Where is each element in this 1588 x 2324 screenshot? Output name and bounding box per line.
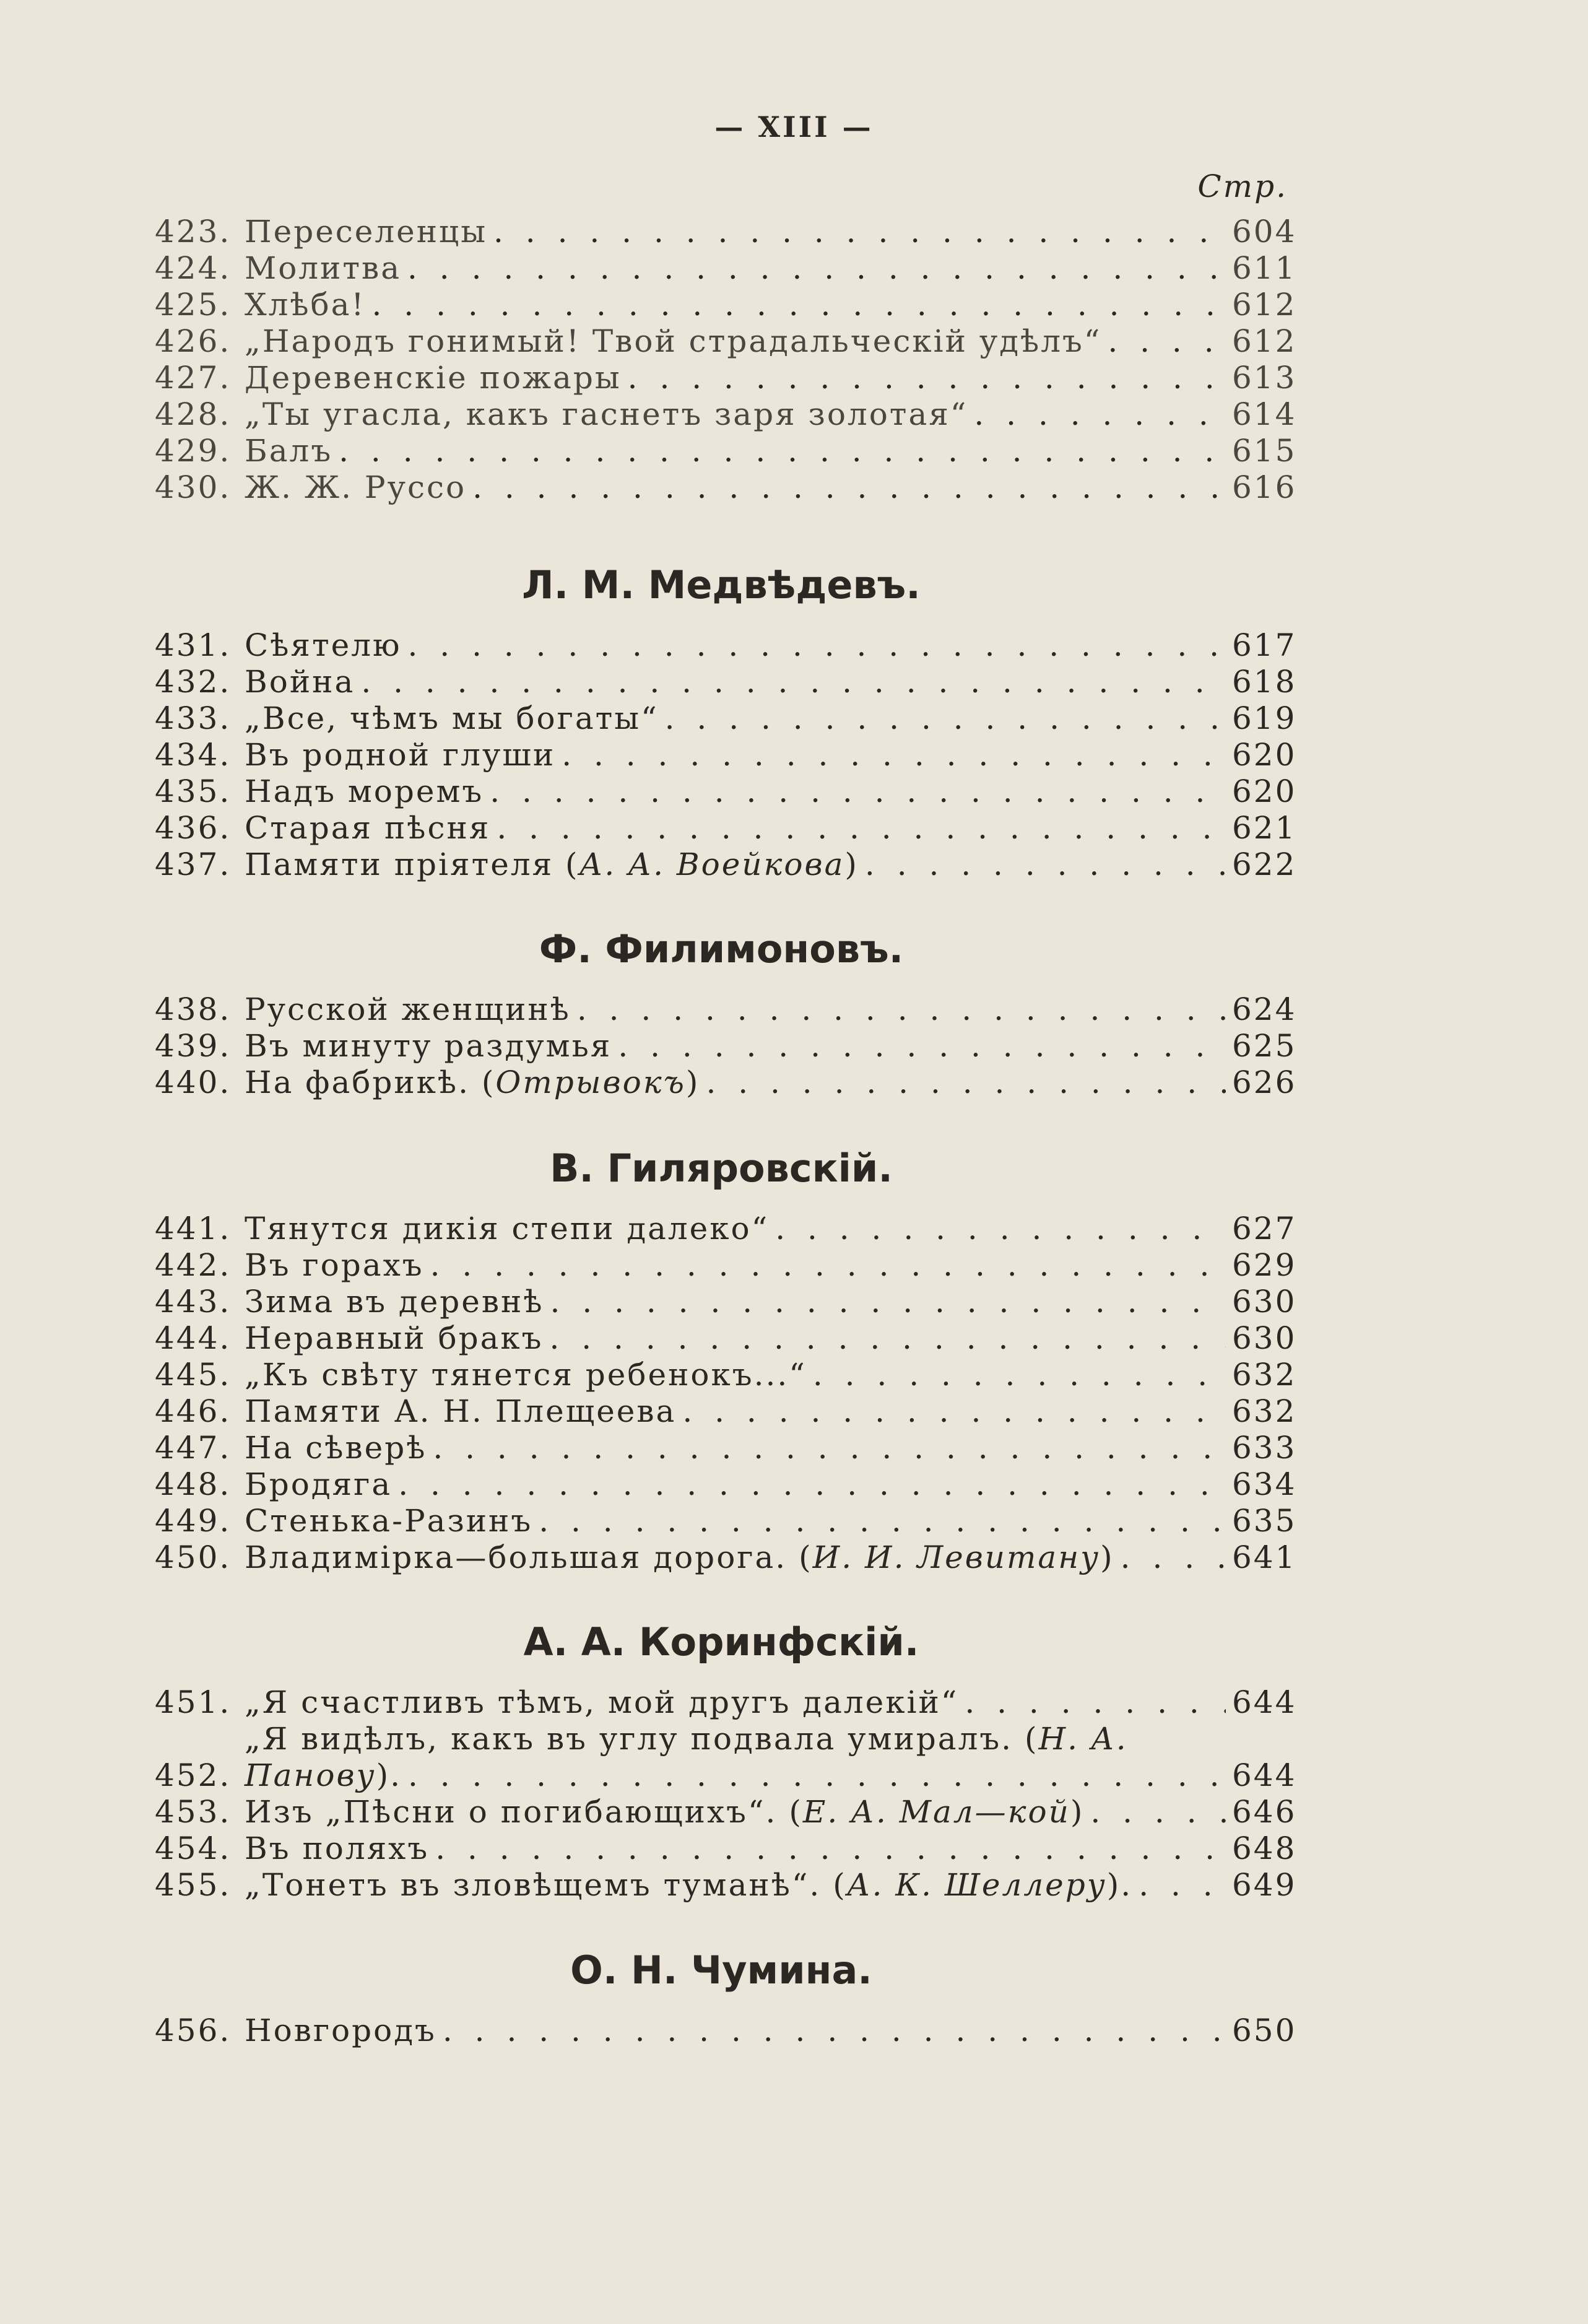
entry-title [245,773,484,810]
entry-title-text: „Тонетъ въ зловѣщемъ туманѣ“. ( [245,1867,847,1903]
entry-title [245,1867,1132,1904]
entry-page-number: 650 [1232,2013,1297,2048]
dot-leader [965,1684,1226,1721]
toc-entry [155,1211,1297,1247]
entry-title [245,1284,544,1320]
entry-title [245,396,968,433]
entry-title [245,1357,807,1393]
author-heading: В. Гиляровскій. [550,1146,893,1191]
entry-page-number: 620 [1232,773,1297,809]
entry-title [245,664,355,700]
entry-title [245,360,622,396]
toc-entry [155,810,1297,846]
toc-entry [155,1247,1297,1284]
author-heading: А. А. Коринфскій. [523,1619,919,1665]
entry-page-number: 617 [1232,627,1297,663]
entry-title [245,433,332,469]
entry-title [245,810,490,846]
author-heading: Ф. Филимоновъ. [539,926,904,972]
entry-number: 436. [155,810,232,846]
entry-title-italic: И. И. Левитану [812,1539,1101,1575]
toc-section-filimonov [155,918,1297,1101]
toc-entry [155,287,1297,323]
entry-page-number: 629 [1232,1247,1297,1283]
dot-leader [562,737,1226,773]
dot-leader [408,627,1226,664]
entry-number: 451. [155,1684,232,1720]
entry-title-text: Зима въ деревнѣ [245,1284,544,1320]
dot-leader [361,664,1226,700]
entry-page-number: 612 [1232,287,1297,323]
toc-entry [155,1830,1297,1867]
dot-leader [497,810,1226,846]
entry-title [245,1794,1084,1830]
entry-title [245,1064,700,1101]
toc-entry [155,469,1297,506]
entry-page-number: 648 [1232,1830,1297,1866]
entry-title [245,1757,402,1794]
entry-number: 431. [155,627,232,663]
toc-entry [155,737,1297,773]
entry-title-text: Надъ моремъ [245,773,484,809]
entry-number: 430. [155,469,232,505]
entry-title-after: ) [1070,1794,1085,1830]
dot-leader [550,1284,1226,1320]
entry-title [245,1211,769,1247]
entry-title-text: Тянутся дикія степи далеко“ [245,1211,770,1247]
page-number-header: — XIII — [714,110,874,144]
dot-leader [577,991,1226,1028]
dot-leader [549,1320,1226,1357]
dot-leader [628,360,1226,396]
entry-title-italic: Панову [245,1757,376,1793]
page-column-label: Стр. [1197,168,1288,204]
entry-title-text: Переселенцы [245,214,488,250]
entry-number: 434. [155,737,232,773]
author-heading: Л. М. Медвѣдевъ. [522,562,921,607]
dot-leader [493,214,1226,250]
entry-title [245,250,401,287]
entry-title-after: ). [376,1757,402,1793]
entry-page-number: 616 [1232,469,1297,505]
toc-entry [155,360,1297,396]
entry-page-number: 612 [1232,323,1297,359]
entry-number: 456. [155,2013,232,2048]
dot-leader [813,1357,1226,1393]
entry-title [245,1503,532,1539]
entry-title [245,323,1101,360]
entry-title-text: Въ родной глуши [245,737,556,773]
dot-leader [1139,1867,1226,1904]
entry-page-number: 614 [1232,396,1297,432]
entry-number: 428. [155,396,232,432]
entry-title-text: Памяти пріятеля ( [245,846,579,882]
entry-number: 447. [155,1430,232,1466]
entry-page-number: 604 [1232,214,1297,250]
entry-number: 452. [155,1757,232,1793]
entry-number: 444. [155,1320,232,1356]
toc-entry [155,1503,1297,1539]
toc-entry [155,1393,1297,1430]
entry-number: 455. [155,1867,232,1903]
dot-leader [408,1757,1226,1794]
toc-entry [155,323,1297,360]
entry-title-text: Изъ „Пѣсни о погибающихъ“. ( [245,1794,803,1830]
entry-page-number: 627 [1232,1211,1297,1247]
entry-page-number: 620 [1232,737,1297,773]
entry-number: 426. [155,323,232,359]
entry-title-text: Русской женщинѣ [245,991,571,1027]
entry-page-number: 633 [1232,1430,1297,1466]
toc-entry [155,1757,1297,1794]
entry-page-number: 632 [1232,1393,1297,1429]
entry-number: 442. [155,1247,232,1283]
entry-title [245,287,366,323]
entry-number: 443. [155,1284,232,1320]
entry-page-number: 632 [1232,1357,1297,1393]
entry-title-text: Бродяга [245,1466,393,1502]
dot-leader [398,1466,1226,1503]
entry-number: 423. [155,214,232,250]
entry-page-number: 641 [1232,1539,1297,1575]
entry-title-italic: А. К. Шеллеру [846,1867,1107,1903]
entry-page-number: 611 [1232,250,1297,286]
toc-entry [155,1064,1297,1101]
entry-title-text: „Къ свѣту тянется ребенокъ...“ [245,1357,807,1393]
dot-leader [339,433,1226,469]
toc-section-gilyarovsky [155,1138,1297,1576]
toc-entry [155,1430,1297,1466]
entry-number: 453. [155,1794,232,1830]
toc-entry [155,1320,1297,1357]
dot-leader [490,773,1226,810]
entry-title-text: Старая пѣсня [245,810,491,846]
entry-title-after: ) [685,1064,700,1100]
entry-title-text: Въ поляхъ [245,1830,430,1866]
entry-title [245,1539,1114,1576]
toc-entry [155,396,1297,433]
toc-entry [155,1867,1297,1904]
entry-page-number: 615 [1232,433,1297,469]
toc-entry [155,1684,1297,1721]
dot-leader [1108,323,1226,360]
entry-title-text: Деревенскіе пожары [245,360,622,396]
toc-entry [155,1539,1297,1576]
entry-page-number: 618 [1232,664,1297,700]
entry-page-number: 635 [1232,1503,1297,1539]
toc-entry [155,846,1297,883]
entry-title [245,1028,612,1064]
entry-title-text: „Я видѣлъ, какъ въ углу подвала умиралъ. ( [245,1721,1039,1757]
entry-number: 440. [155,1064,232,1100]
entry-title-text: Новгородъ [245,2013,436,2048]
dot-leader [706,1064,1226,1101]
entry-title-text: Война [245,664,355,700]
entry-title [245,1721,1128,1757]
entry-title-italic: А. А. Воейкова [579,846,845,882]
entry-page-number: 621 [1232,810,1297,846]
entry-title [245,1830,429,1867]
dot-leader [443,2013,1226,2049]
toc-entry [155,1028,1297,1064]
entry-title-text: „Все, чѣмъ мы богаты“ [245,700,659,736]
entry-number: 446. [155,1393,232,1429]
entry-number: 441. [155,1211,232,1247]
entry-title [245,1430,427,1466]
dot-leader [682,1393,1226,1430]
toc-section-medvedev [155,554,1297,883]
entry-page-number: 626 [1232,1064,1297,1100]
toc-entry [155,214,1297,250]
entry-page-number: 622 [1232,846,1297,882]
entry-page-number: 613 [1232,360,1297,396]
entry-title [245,1393,676,1430]
entry-number: 438. [155,991,232,1027]
entry-title-after: ). [1106,1867,1133,1903]
entry-title-text: Стенька-Разинъ [245,1503,533,1539]
dot-leader [618,1028,1226,1064]
entry-title-text: Балъ [245,433,333,469]
toc-entry [155,991,1297,1028]
toc-entry [155,773,1297,810]
entry-page-number: 625 [1232,1028,1297,1064]
entry-title [245,1247,424,1284]
entry-title-italic: Отрывокъ [495,1064,686,1100]
entry-title-italic: Н. А. [1038,1721,1128,1757]
dot-leader [865,846,1226,883]
dot-leader [407,250,1226,287]
entry-number: 424. [155,250,232,286]
entry-number: 449. [155,1503,232,1539]
entry-page-number: 644 [1232,1757,1297,1793]
entry-title [245,700,659,737]
entry-number: 437. [155,846,232,882]
entry-page-number: 634 [1232,1466,1297,1502]
entry-title-text: На фабрикѣ. ( [245,1064,496,1100]
toc-section-continued [155,214,1297,506]
entry-number: 454. [155,1830,232,1866]
entry-title [245,469,466,506]
toc-section-chumina [155,1939,1297,2049]
entry-number: 435. [155,773,232,809]
entry-number: 450. [155,1539,232,1575]
entry-title-text: Въ горахъ [245,1247,424,1283]
entry-number: 427. [155,360,232,396]
entry-number: 433. [155,700,232,736]
entry-title-text: Молитва [245,250,402,286]
toc-entry [155,700,1297,737]
dot-leader [775,1211,1226,1247]
entry-number: 425. [155,287,232,323]
entry-page-number: 644 [1232,1684,1297,1720]
toc-entry [155,664,1297,700]
author-heading: О. Н. Чумина. [570,1948,872,1993]
entry-number: 429. [155,433,232,469]
toc-entry [155,1357,1297,1393]
toc-entry [155,433,1297,469]
entry-number: 448. [155,1466,232,1502]
entry-page-number: 649 [1232,1867,1297,1903]
toc-entry [155,1284,1297,1320]
entry-title-after: ) [1100,1539,1114,1575]
toc-entry [155,250,1297,287]
entry-title-text: Въ минуту раздумья [245,1028,612,1064]
entry-title [245,1466,392,1503]
toc-entry [155,627,1297,664]
entry-title-text: Памяти А. Н. Плещеева [245,1393,677,1429]
dot-leader [1121,1539,1226,1576]
entry-page-number: 630 [1232,1284,1297,1320]
entry-number: 445. [155,1357,232,1393]
entry-title [245,627,402,664]
dot-leader [372,287,1226,323]
entry-title [245,214,487,250]
dot-leader [1090,1794,1226,1830]
entry-page-number: 619 [1232,700,1297,736]
toc-entry [155,2013,1297,2049]
entry-title-italic: Е. А. Мал—кой [802,1794,1070,1830]
entry-number: 439. [155,1028,232,1064]
entry-title [245,2013,436,2049]
entry-title-text: Хлѣба! [245,287,366,323]
entry-title [245,1684,958,1721]
entry-title-text: На сѣверѣ [245,1430,427,1466]
entry-title [245,991,571,1028]
toc-entry [155,1466,1297,1503]
dot-leader [433,1430,1226,1466]
toc-entry [155,1794,1297,1830]
entry-number: 432. [155,664,232,700]
dot-leader [435,1830,1226,1867]
entry-title [245,1320,543,1357]
entry-title-text: Неравный бракъ [245,1320,544,1356]
entry-title-text: „Ты угасла, какъ гаснетъ заря золотая“ [245,396,968,432]
entry-title [245,737,555,773]
dot-leader [974,396,1226,433]
entry-title-text: „Я счастливъ тѣмъ, мой другъ далекій“ [245,1684,959,1720]
dot-leader [430,1247,1226,1284]
entry-title-text: „Народъ гонимый! Твой страдальческій удѣлъ“ [245,323,1102,359]
entry-page-number: 630 [1232,1320,1297,1356]
dot-leader [539,1503,1226,1539]
entry-page-number: 624 [1232,991,1297,1027]
entry-title [245,846,859,883]
toc-entry [155,1721,1288,1757]
entry-title-text: Сѣятелю [245,627,402,663]
dot-leader [665,700,1226,737]
entry-page-number: 646 [1232,1794,1297,1830]
entry-title-after: ) [844,846,859,882]
entry-title-text: Ж. Ж. Руссо [245,469,467,505]
entry-title-text: Владимірка—большая дорога. ( [245,1539,813,1575]
dot-leader [472,469,1226,506]
toc-section-korinfsky [155,1611,1297,1904]
